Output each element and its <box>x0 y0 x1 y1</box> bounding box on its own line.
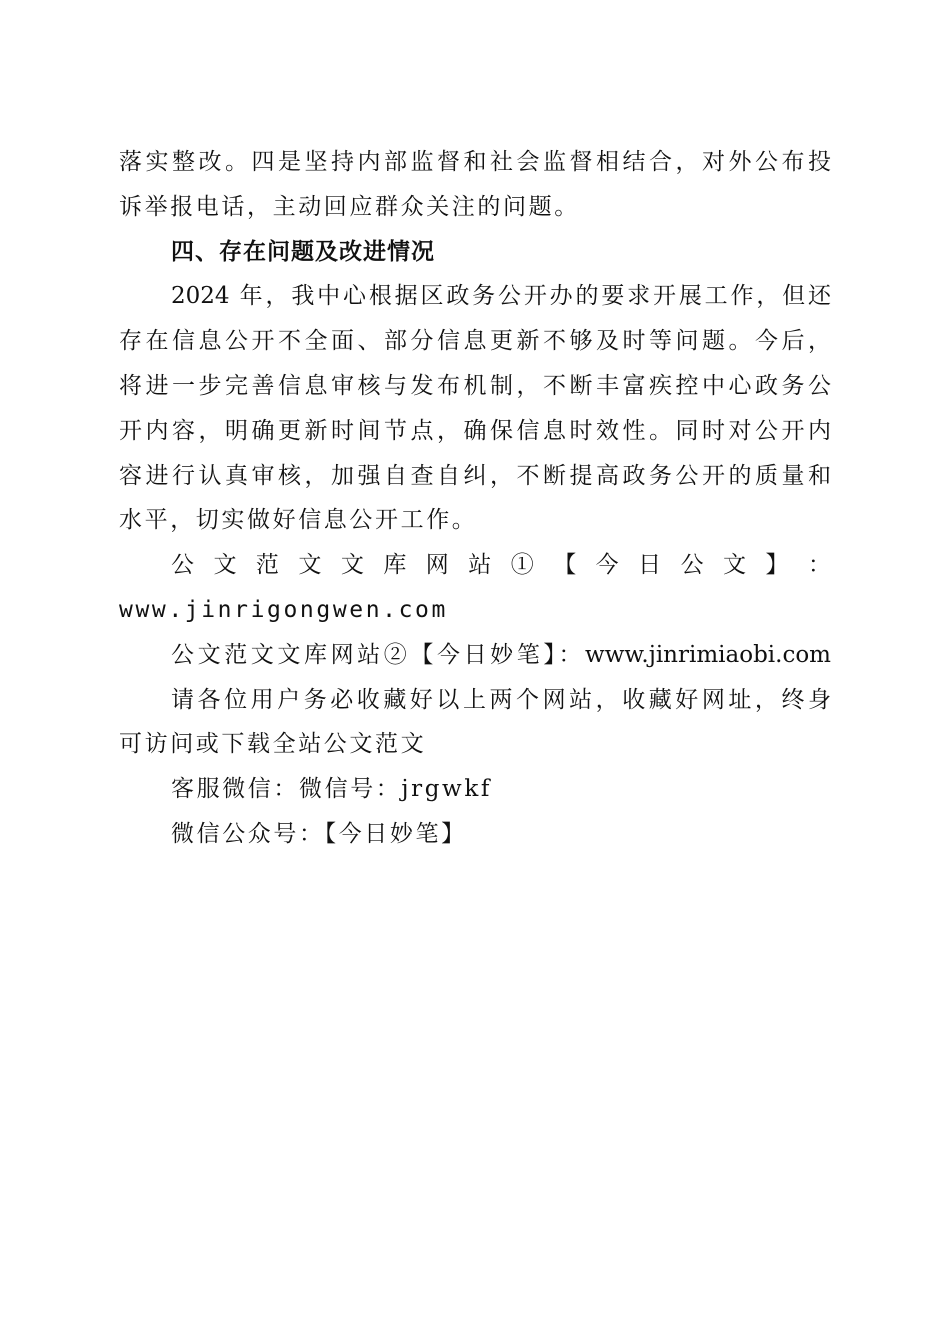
website-line-1: 公 文 范 文 文 库 网 站 ① 【 今 日 公 文 】 ： <box>171 552 831 579</box>
paragraph-line: 将进一步完善信息审核与发布机制，不断丰富疾控中心政务公 <box>119 372 831 399</box>
notice-line: 请各位用户务必收藏好以上两个网站，收藏好网址，终身 <box>171 686 831 713</box>
document-body <box>119 140 831 857</box>
website-line-2: 公文范文文库网站②【今日妙笔】：www.jinrimiaobi.com <box>171 641 831 668</box>
wechat-service-line: 客服微信：微信号：jrgwkf <box>171 776 492 803</box>
paragraph-line: 2024 年，我中心根据区政务公开办的要求开展工作，但还 <box>171 283 831 310</box>
paragraph-line: 存在信息公开不全面、部分信息更新不够及时等问题。今后， <box>119 328 831 355</box>
wechat-account-line: 微信公众号：【今日妙笔】 <box>171 820 467 847</box>
paragraph-line: 诉举报电话，主动回应群众关注的问题。 <box>119 193 580 220</box>
paragraph-line: 容进行认真审核，加强自查自纠，不断提高政务公开的质量和 <box>119 462 831 489</box>
paragraph-line: 落实整改。四是坚持内部监督和社会监督相结合，对外公布投 <box>119 149 831 175</box>
paragraph-line: 水平，切实做好信息公开工作。 <box>119 507 478 534</box>
paragraph-line: 开内容，明确更新时间节点，确保信息时效性。同时对公开内 <box>119 417 831 444</box>
website-url-1: www.jinrigongwen.com <box>119 596 448 623</box>
notice-line: 可访问或下载全站公文范文 <box>119 731 427 758</box>
section-heading: 四、存在问题及改进情况 <box>171 238 435 265</box>
